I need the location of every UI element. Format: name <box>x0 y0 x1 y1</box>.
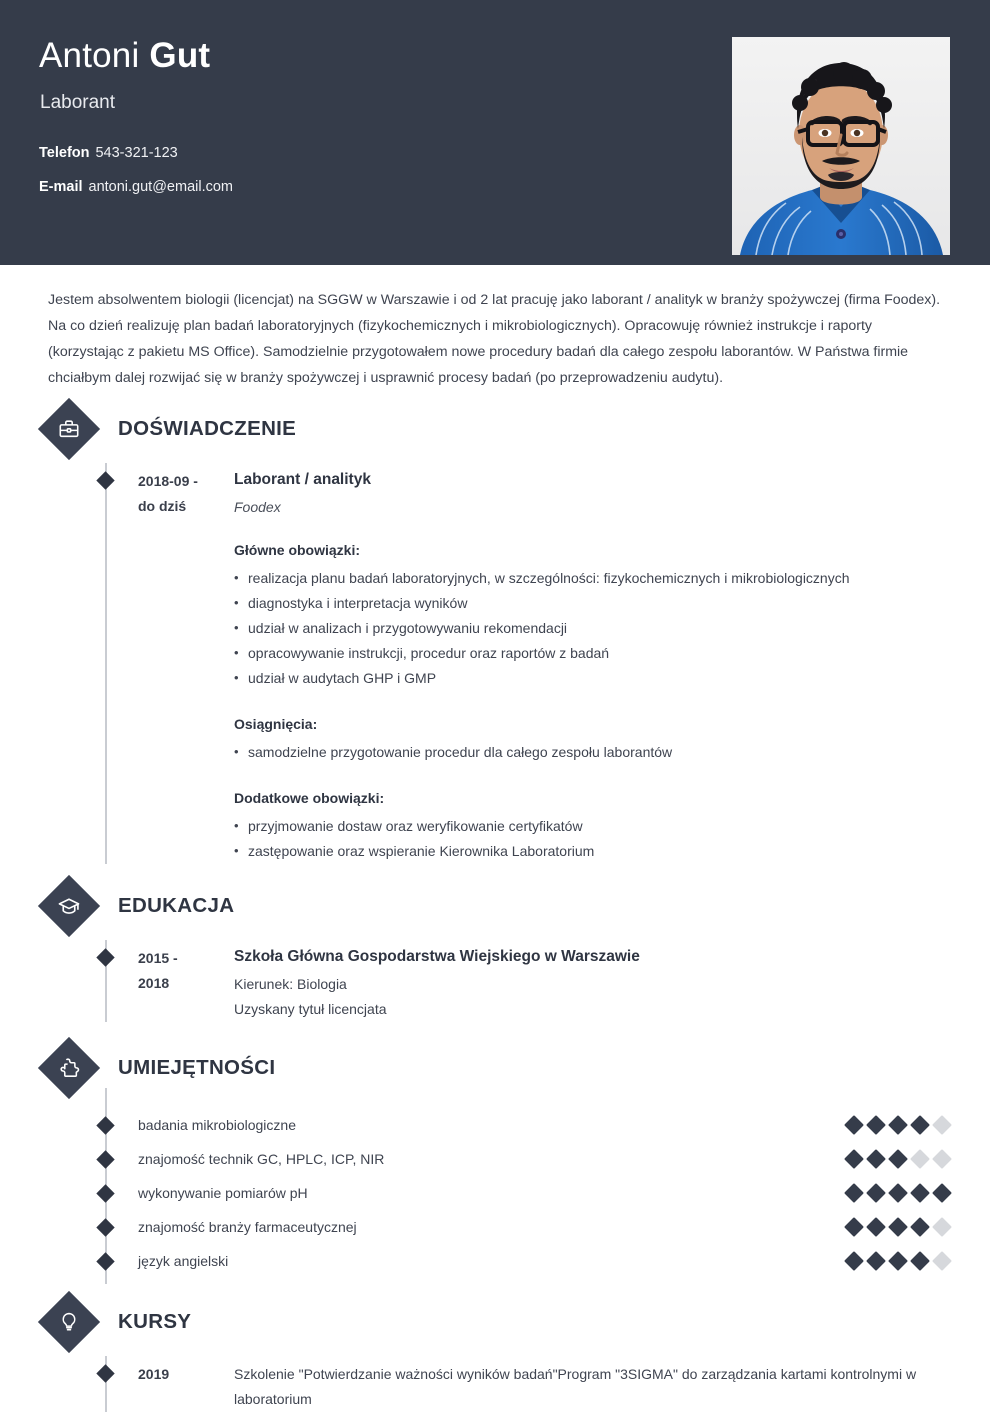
skill-name: badania mikrobiologiczne <box>138 1117 296 1133</box>
education-details <box>234 946 950 1022</box>
contact-email-label: E-mail <box>39 179 83 196</box>
rating-diamond-filled <box>844 1115 864 1135</box>
section-courses-title: KURSY <box>118 1310 192 1333</box>
duty-group-additional <box>234 790 940 864</box>
rating-diamond-filled <box>866 1149 886 1169</box>
timeline-marker-icon <box>96 948 114 966</box>
rating-diamond-empty <box>932 1217 952 1237</box>
education-date <box>138 946 232 1022</box>
skill-item <box>40 1142 950 1176</box>
timeline-marker-icon <box>96 1252 114 1270</box>
avatar-photo <box>732 37 950 255</box>
section-education-title: EDUKACJA <box>118 894 235 917</box>
rating-diamond-filled <box>910 1115 930 1135</box>
briefcase-icon <box>38 398 100 460</box>
skill-rating <box>847 1254 949 1268</box>
rating-diamond-empty <box>932 1149 952 1169</box>
experience-timeline <box>40 469 950 864</box>
skill-item <box>40 1176 950 1210</box>
timeline-marker-icon <box>96 1150 114 1168</box>
graduation-cap-icon <box>38 875 100 937</box>
course-entry <box>40 1362 950 1412</box>
rating-diamond-empty <box>932 1115 952 1135</box>
education-date-line2: 2018 <box>138 975 170 991</box>
list-item: • diagnostyka i interpretacja wyników <box>234 591 940 616</box>
timeline-marker-icon <box>96 1116 114 1134</box>
contact-phone-label: Telefon <box>39 144 90 161</box>
duty-list-achievements <box>234 740 940 765</box>
last-name: Gut <box>149 36 211 75</box>
list-item: • opracowywanie instrukcji, procedur oraz raportów z badań <box>234 641 940 666</box>
section-courses <box>40 1296 950 1412</box>
skills-list <box>40 1108 950 1278</box>
rating-diamond-filled <box>910 1217 930 1237</box>
rating-diamond-filled <box>888 1115 908 1135</box>
contact-phone-value: 543-321-123 <box>95 144 178 161</box>
skill-item <box>40 1210 950 1244</box>
education-entry <box>40 946 950 1022</box>
timeline-marker-icon <box>96 1218 114 1236</box>
list-item: • przyjmowanie dostaw oraz weryfikowanie certyfikatów <box>234 814 940 839</box>
duty-group-main-title: Główne obowiązki: <box>234 542 361 558</box>
section-courses-header <box>40 1296 950 1348</box>
experience-position: Laborant / analityk <box>234 471 371 488</box>
rating-diamond-filled <box>844 1251 864 1271</box>
rating-diamond-filled <box>888 1217 908 1237</box>
section-education-header <box>40 880 950 932</box>
skill-item <box>40 1244 950 1278</box>
rating-diamond-filled <box>866 1183 886 1203</box>
skill-name: język angielski <box>138 1253 229 1269</box>
skill-rating <box>847 1220 949 1234</box>
experience-date <box>138 469 232 864</box>
course-details <box>234 1362 950 1412</box>
experience-company: Foodex <box>234 499 281 515</box>
duty-list-additional <box>234 814 940 864</box>
rating-diamond-filled <box>910 1183 930 1203</box>
duty-group-additional-title: Dodatkowe obowiązki: <box>234 790 385 806</box>
first-name: Antoni <box>39 36 140 75</box>
list-item: • realizacja planu badań laboratoryjnych, w szczególności: fizykochemicznych i mikrobiologicznych <box>234 566 940 591</box>
rating-diamond-empty <box>910 1149 930 1169</box>
rating-diamond-filled <box>888 1251 908 1271</box>
course-date <box>138 1362 232 1412</box>
section-experience-header <box>40 403 950 455</box>
skill-name: wykonywanie pomiarów pH <box>138 1185 308 1201</box>
education-field: Kierunek: Biologia <box>234 976 347 992</box>
duty-group-achievements-title: Osiągnięcia: <box>234 716 318 732</box>
timeline-marker-icon <box>96 1184 114 1202</box>
duty-group-main <box>234 542 940 691</box>
rating-diamond-filled <box>844 1183 864 1203</box>
experience-date-line1: 2018-09 - <box>138 473 198 489</box>
summary-paragraph: Jestem absolwentem biologii (licencjat) na SGGW w Warszawie i od 2 lat pracuję jako laborant / analityk w branży spożywczej (firma Foodex). Na co dzień realizuję plan badań laboratoryjnych (fizykochemicznych i mikrobiologicznych). Opracowuję również instrukcje i raporty (korzystając z pakietu MS Office). Samodzielnie przygotowałem nowe procedury badań dla całego zespołu laborantów. W Państwa firmie chciałbym dalej rozwijać się w branży spożywczej i usprawnić procesy badań (po przeprowadzeniu audytu). <box>48 292 941 386</box>
skill-item <box>40 1108 950 1142</box>
list-item: • udział w audytach GHP i GMP <box>234 666 940 691</box>
course-text: Szkolenie "Potwierdzanie ważności wyników badań"Program "3SIGMA" do zarządzania kartami kontrolnymi w laboratorium <box>234 1366 917 1407</box>
skill-rating <box>847 1152 949 1166</box>
education-degree: Uzyskany tytuł licencjata <box>234 1001 387 1017</box>
rating-diamond-filled <box>888 1183 908 1203</box>
duty-group-achievements <box>234 716 940 765</box>
job-title: Laborant <box>40 91 116 113</box>
rating-diamond-filled <box>866 1217 886 1237</box>
rating-diamond-empty <box>932 1251 952 1271</box>
timeline-marker-icon <box>96 1364 114 1382</box>
education-timeline <box>40 946 950 1022</box>
section-skills-header <box>40 1042 950 1094</box>
duty-list-main <box>234 566 940 691</box>
rating-diamond-filled <box>866 1115 886 1135</box>
avatar <box>732 37 950 255</box>
experience-entry <box>40 469 950 864</box>
section-skills-title: UMIEJĘTNOŚCI <box>118 1056 276 1079</box>
rating-diamond-filled <box>866 1251 886 1271</box>
rating-diamond-filled <box>844 1217 864 1237</box>
contact-email-value: antoni.gut@email.com <box>88 179 233 196</box>
course-date-line1: 2019 <box>138 1366 170 1382</box>
skill-name: znajomość technik GC, HPLC, ICP, NIR <box>138 1151 385 1167</box>
rating-diamond-filled <box>888 1149 908 1169</box>
resume-body <box>0 287 990 1412</box>
timeline-marker-icon <box>96 471 114 489</box>
skill-rating <box>847 1186 949 1200</box>
section-education <box>40 880 950 1022</box>
list-item: • samodzielne przygotowanie procedur dla całego zespołu laborantów <box>234 740 940 765</box>
rating-diamond-filled <box>844 1149 864 1169</box>
list-item: • zastępowanie oraz wspieranie Kierownika Laboratorium <box>234 839 940 864</box>
education-school: Szkoła Główna Gospodarstwa Wiejskiego w Warszawie <box>234 948 640 965</box>
puzzle-piece-icon <box>38 1037 100 1099</box>
section-experience-title: DOŚWIADCZENIE <box>118 417 297 440</box>
courses-timeline <box>40 1362 950 1412</box>
skill-name: znajomość branży farmaceutycznej <box>138 1219 357 1235</box>
lightbulb-icon <box>38 1291 100 1353</box>
experience-details <box>234 469 950 864</box>
section-skills <box>40 1042 950 1278</box>
experience-date-line2: do dziś <box>138 498 187 514</box>
section-experience <box>40 403 950 864</box>
list-item: • udział w analizach i przygotowywaniu rekomendacji <box>234 616 940 641</box>
skill-rating <box>847 1118 949 1132</box>
education-date-line1: 2015 - <box>138 950 178 966</box>
resume-header <box>0 0 990 265</box>
rating-diamond-filled <box>910 1251 930 1271</box>
rating-diamond-filled <box>932 1183 952 1203</box>
